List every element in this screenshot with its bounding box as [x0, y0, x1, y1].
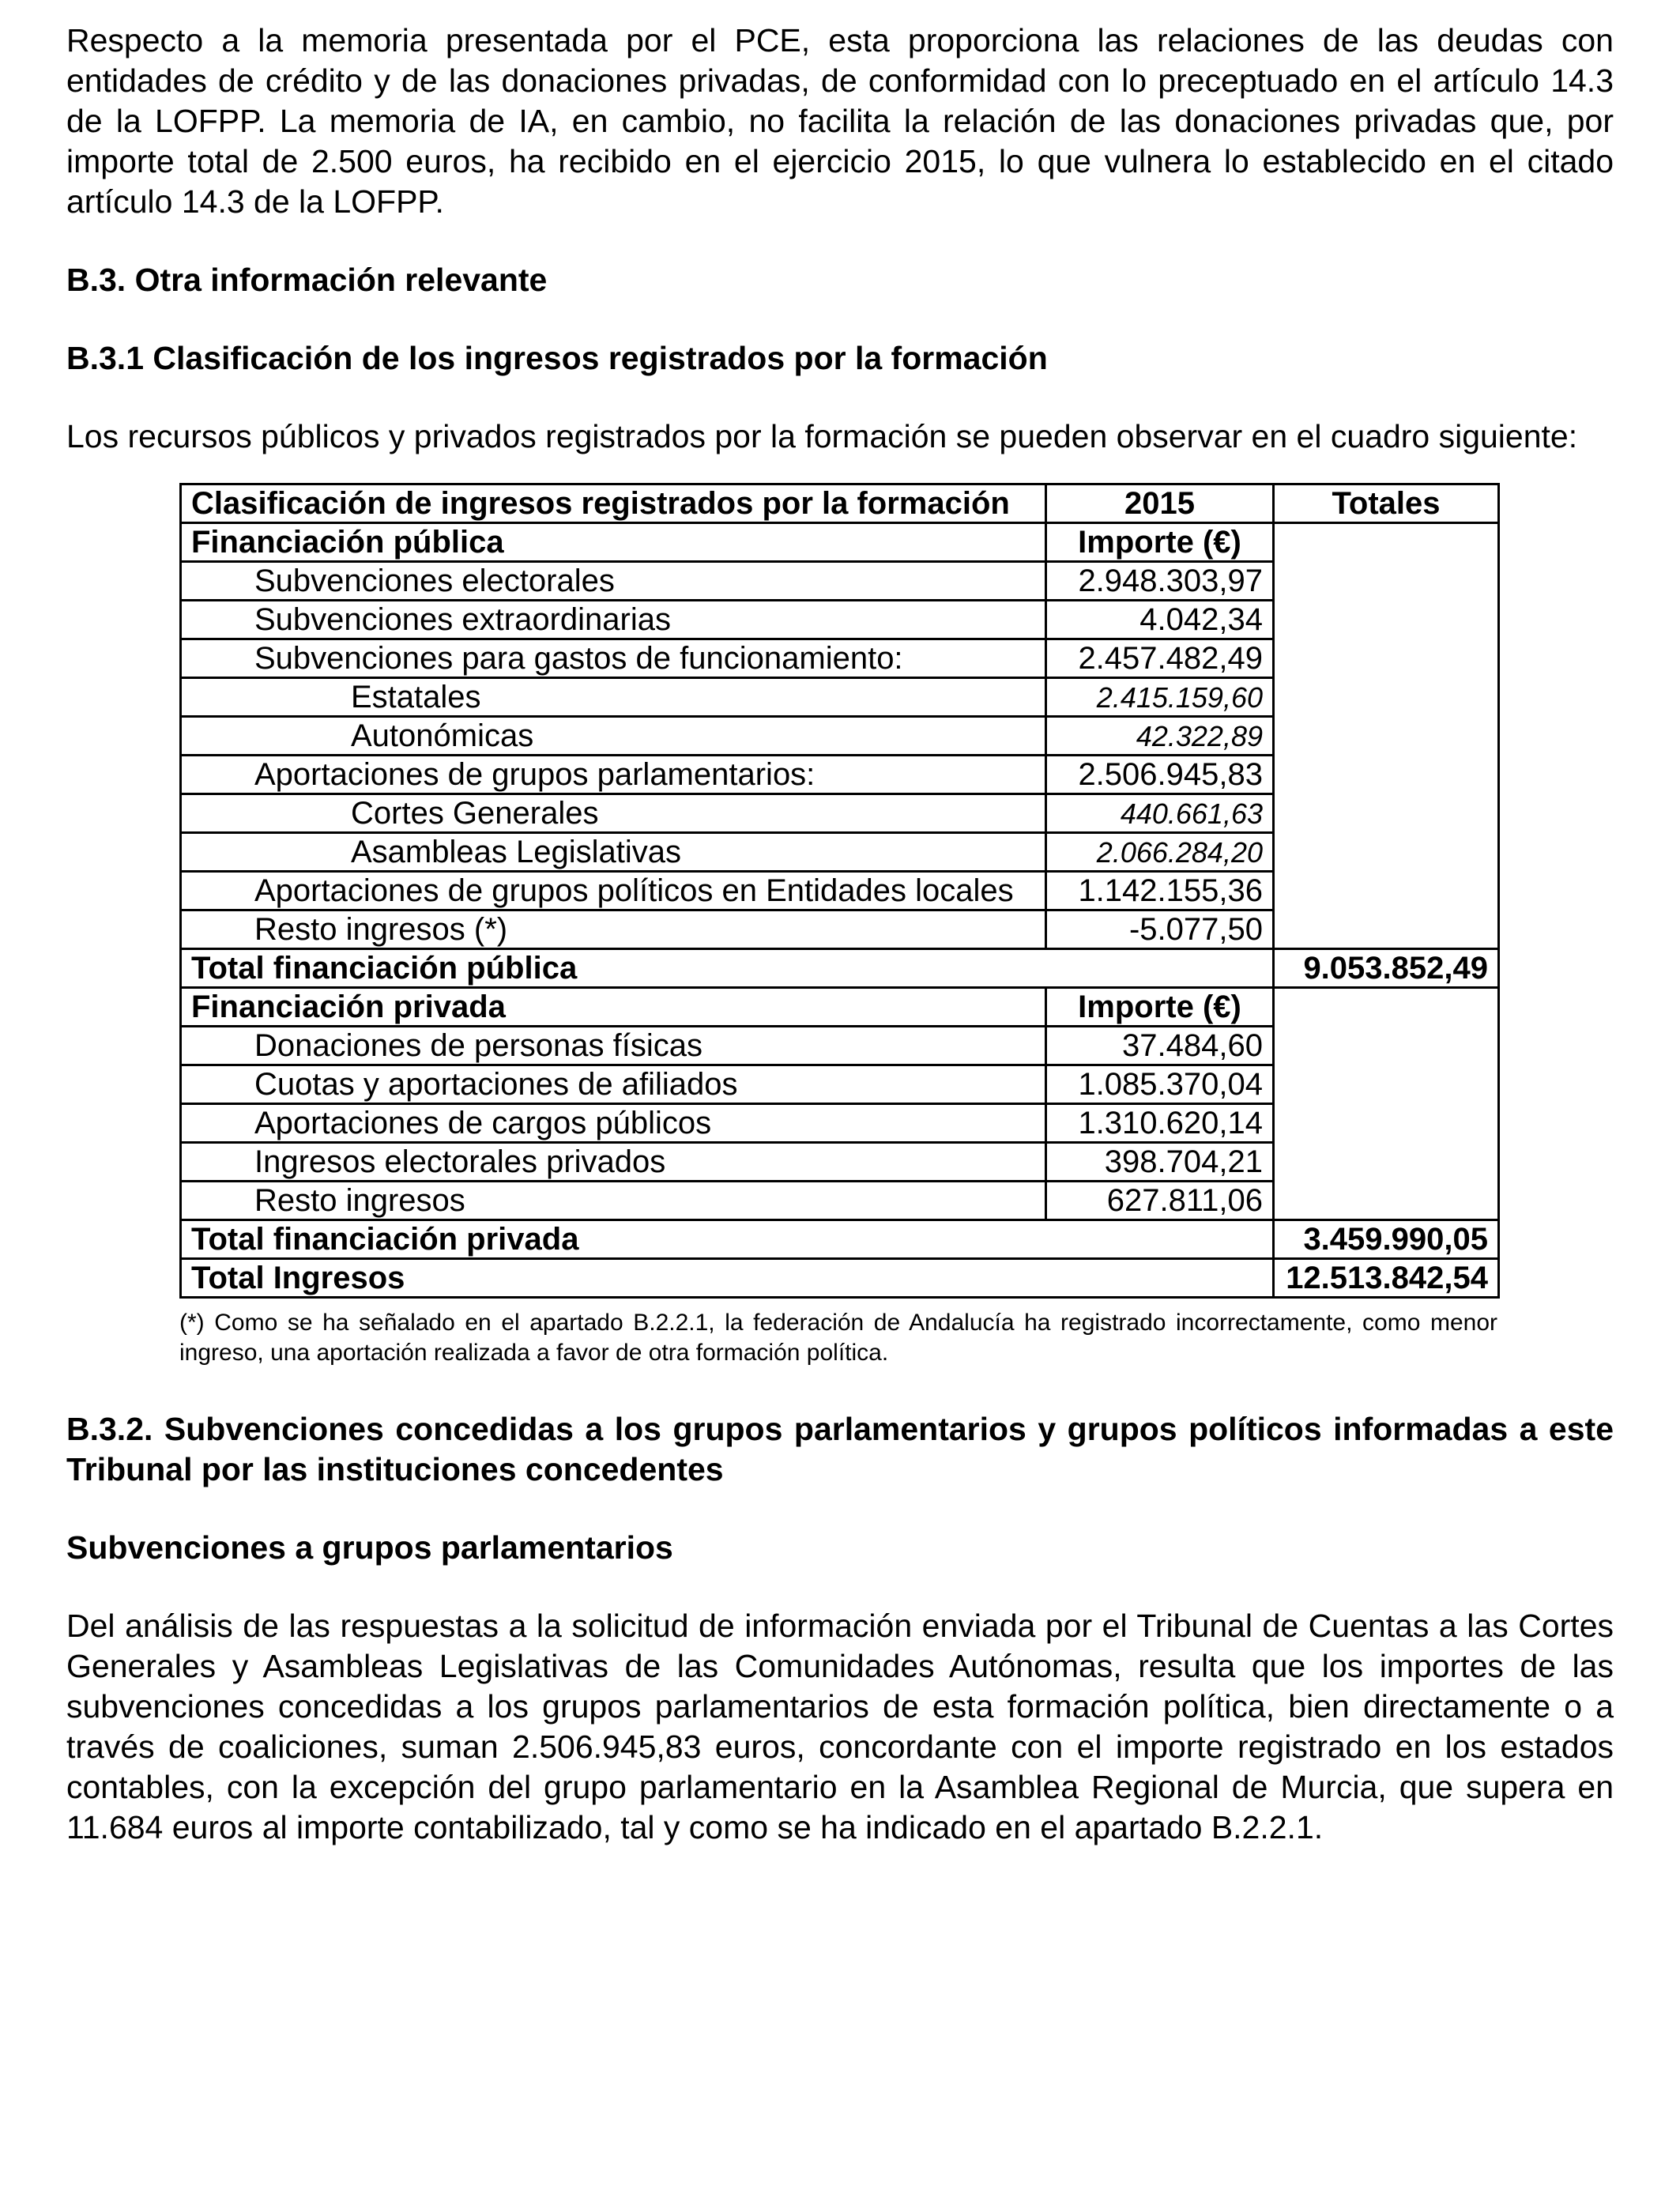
header-classification: Clasificación de ingresos registrados por la formación: [181, 484, 1046, 523]
row-value: 1.085.370,04: [1046, 1065, 1274, 1104]
row-value: 1.310.620,14: [1046, 1104, 1274, 1143]
row-label: Asambleas Legislativas: [181, 833, 1046, 872]
row-label: Resto ingresos: [181, 1182, 1046, 1220]
total-privada-row: [181, 1220, 1499, 1259]
row-label: Aportaciones de cargos públicos: [181, 1104, 1046, 1143]
row-value: 4.042,34: [1046, 601, 1274, 639]
row-value: 2.506.945,83: [1046, 756, 1274, 794]
row-value: 398.704,21: [1046, 1143, 1274, 1182]
grand-total-row: [181, 1259, 1499, 1298]
paragraph-analisis: Del análisis de las respuestas a la solicitud de información enviada por el Tribunal de Cuentas a las Cortes Generales y Asambleas Legislativas de las Comunidades Autónomas, resulta que los importes de las subvenciones concedidas a los grupos parlamentarios de esta formación política, bien directamente o a través de coaliciones, suman 2.506.945,83 euros, concordante con el importe registrado en los estados contables, con la excepción del grupo parlamentario en la Asamblea Regional de Murcia, que supera en 11.684 euros al importe contabilizado, tal y como se ha indicado en el apartado B.2.2.1.: [66, 1608, 1614, 1845]
total-publica-row: [181, 949, 1499, 988]
header-year: 2015: [1046, 484, 1274, 523]
row-value: 2.415.159,60: [1046, 678, 1274, 717]
table-header-row: [181, 484, 1499, 523]
row-value: 2.457.482,49: [1046, 639, 1274, 678]
header-totals: Totales: [1274, 484, 1499, 523]
row-label: Ingresos electorales privados: [181, 1143, 1046, 1182]
paragraph-recursos: Los recursos públicos y privados registrados por la formación se pueden observar en el cuadro siguiente:: [66, 418, 1578, 454]
row-value: 2.948.303,97: [1046, 562, 1274, 601]
income-table-wrapper: [179, 483, 1497, 1368]
row-value: 42.322,89: [1046, 717, 1274, 756]
totals-blank-cell: [1274, 523, 1499, 949]
table-footnote: (*) Como se ha señalado en el apartado B.2.2.1, la federación de Andalucía ha registrado incorrectamente, como menor ingreso, una aportación realizada a favor de otra formación política.: [179, 1310, 1497, 1366]
section-privada-title: Financiación privada: [181, 988, 1046, 1027]
section-publica-title: Financiación pública: [181, 523, 1046, 562]
row-label: Aportaciones de grupos parlamentarios:: [181, 756, 1046, 794]
row-value: 37.484,60: [1046, 1027, 1274, 1065]
importe-label: Importe (€): [1046, 523, 1274, 562]
total-publica-value: 9.053.852,49: [1274, 949, 1499, 988]
document-page: [66, 21, 1614, 1848]
row-label: Subvenciones electorales: [181, 562, 1046, 601]
row-label: Subvenciones para gastos de funcionamiento:: [181, 639, 1046, 678]
row-value: 2.066.284,20: [1046, 833, 1274, 872]
row-label: Cuotas y aportaciones de afiliados: [181, 1065, 1046, 1104]
total-publica-label: Total financiación pública: [181, 949, 1274, 988]
section-publica-row: [181, 523, 1499, 562]
row-label: Estatales: [181, 678, 1046, 717]
row-label: Cortes Generales: [181, 794, 1046, 833]
row-value: 1.142.155,36: [1046, 872, 1274, 910]
row-label: Autonómicas: [181, 717, 1046, 756]
paragraph-memoria: Respecto a la memoria presentada por el PCE, esta proporciona las relaciones de las deudas con entidades de crédito y de las donaciones privadas, de conformidad con lo preceptuado en el artículo 14.3 de la LOFPP. La memoria de IA, en cambio, no facilita la relación de las donaciones privadas que, por importe total de 2.500 euros, ha recibido en el ejercicio 2015, lo que vulnera lo establecido en el citado artículo 14.3 de la LOFPP.: [66, 22, 1614, 220]
row-label: Donaciones de personas físicas: [181, 1027, 1046, 1065]
row-value: -5.077,50: [1046, 910, 1274, 949]
section-privada-row: [181, 988, 1499, 1027]
row-value: 627.811,06: [1046, 1182, 1274, 1220]
totals-blank-cell: [1274, 988, 1499, 1220]
heading-b31: B.3.1 Clasificación de los ingresos registrados por la formación: [66, 340, 1048, 376]
total-privada-label: Total financiación privada: [181, 1220, 1274, 1259]
heading-b3: B.3. Otra información relevante: [66, 262, 548, 298]
row-label: Subvenciones extraordinarias: [181, 601, 1046, 639]
importe-label: Importe (€): [1046, 988, 1274, 1027]
row-label: Aportaciones de grupos políticos en Entidades locales: [181, 872, 1046, 910]
row-value: 440.661,63: [1046, 794, 1274, 833]
row-label: Resto ingresos (*): [181, 910, 1046, 949]
total-privada-value: 3.459.990,05: [1274, 1220, 1499, 1259]
heading-subvenciones-grupos: Subvenciones a grupos parlamentarios: [66, 1529, 673, 1566]
grand-total-label: Total Ingresos: [181, 1259, 1274, 1298]
income-table: [179, 483, 1500, 1299]
grand-total-value: 12.513.842,54: [1274, 1259, 1499, 1298]
heading-b32: B.3.2. Subvenciones concedidas a los grupos parlamentarios y grupos políticos informadas a este Tribunal por las instituciones concedentes: [66, 1411, 1614, 1487]
